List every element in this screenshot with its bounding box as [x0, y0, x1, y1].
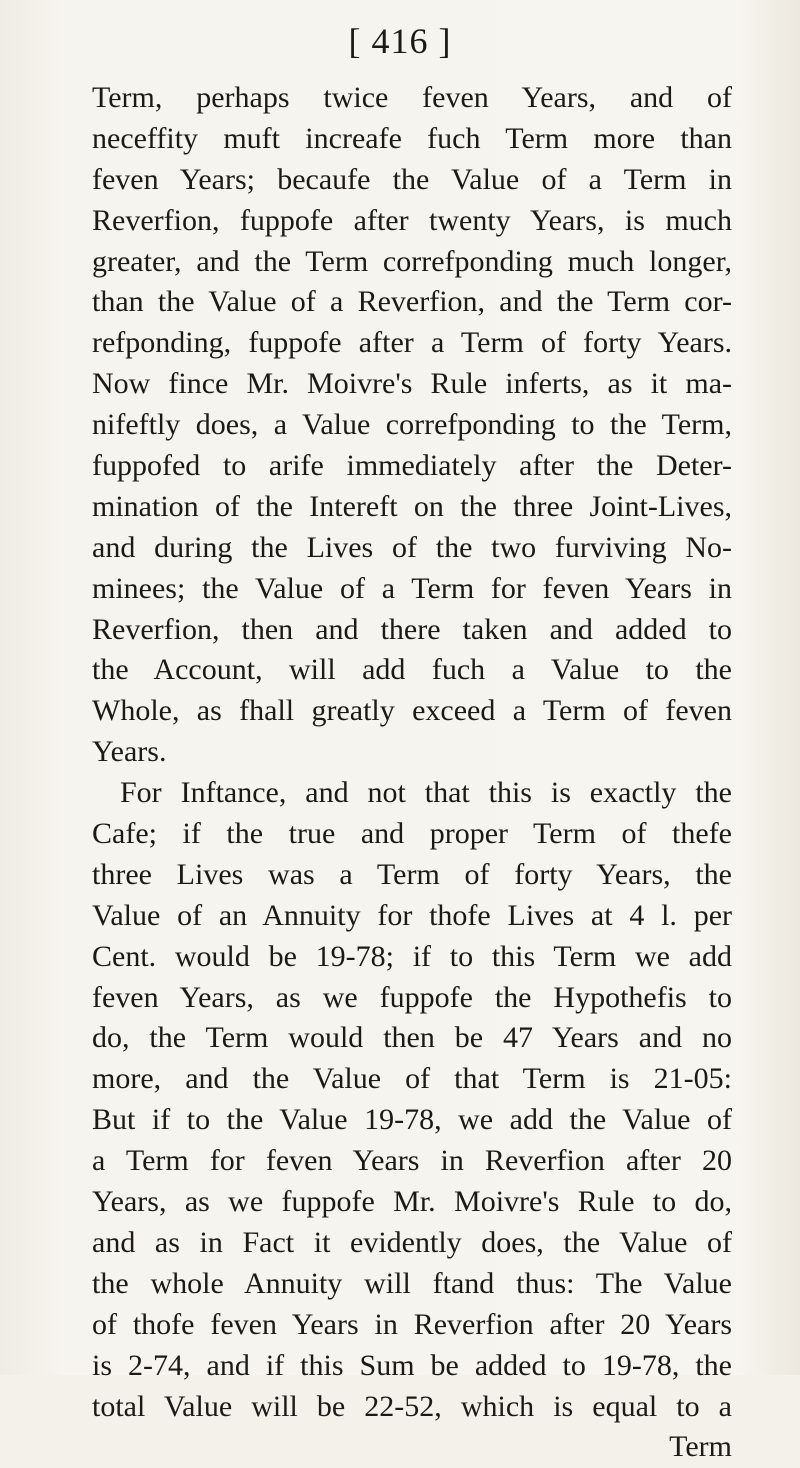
text-line: Years, as we fuppofe Mr. Moivre's Rule to do,: [92, 1185, 732, 1219]
text-line: minees; the Value of a Term for feven Years in: [92, 571, 732, 605]
text-line: three Lives was a Term of forty Years, the: [92, 857, 732, 891]
text-line: feven Years, as we fuppofe the Hypothefis to: [92, 980, 732, 1014]
catchword: Term: [669, 1430, 732, 1464]
page-number: [ 416 ]: [348, 21, 452, 61]
text-line: of thofe feven Years in Reverfion after 20 Years: [92, 1307, 732, 1341]
text-line: greater, and the Term correfponding much longer,: [92, 244, 732, 278]
text-line: For Inftance, and not that this is exactly the: [120, 776, 732, 810]
text-line: Value of an Annuity for thofe Lives at 4 l. per: [92, 898, 732, 932]
text-line: refponding, fuppofe after a Term of forty Years.: [92, 326, 732, 360]
text-line: a Term for feven Years in Reverfion after 20: [92, 1144, 732, 1178]
text-line: total Value will be 22-52, which is equal to a: [92, 1389, 732, 1423]
text-line: Years.: [92, 735, 167, 769]
text-line: more, and the Value of that Term is 21-05:: [92, 1062, 732, 1096]
text-line: than the Value of a Reverfion, and the Term cor-: [92, 285, 732, 319]
body-text: [92, 78, 732, 1468]
text-line: feven Years; becaufe the Value of a Term in: [92, 162, 732, 196]
text-line: do, the Term would then be 47 Years and no: [92, 1021, 732, 1055]
text-line: But if to the Value 19-78, we add the Value of: [92, 1103, 732, 1137]
text-line: Term, perhaps twice feven Years, and of: [92, 81, 732, 114]
text-line: Cent. would be 19-78; if to this Term we add: [92, 939, 732, 973]
text-line: fuppofed to arife immediately after the Deter-: [92, 449, 732, 483]
text-line: the Account, will add fuch a Value to the: [92, 653, 732, 687]
text-line: and as in Fact it evidently does, the Value of: [92, 1225, 732, 1259]
text-line: the whole Annuity will ftand thus: The Value: [92, 1266, 732, 1300]
text-line: mination of the Intereft on the three Joint-Lives,: [92, 489, 732, 523]
text-line: Cafe; if the true and proper Term of thefe: [92, 817, 732, 851]
text-line: Whole, as fhall greatly exceed a Term of feven: [92, 694, 732, 728]
text-line: neceffity muft increafe fuch Term more than: [92, 121, 732, 155]
text-line: Now fince Mr. Moivre's Rule inferts, as it ma-: [92, 367, 732, 401]
text-line: nifeftly does, a Value correfponding to the Term,: [92, 408, 732, 442]
text-line: and during the Lives of the two furviving No-: [92, 530, 732, 564]
text-line: is 2-74, and if this Sum be added to 19-78, the: [92, 1348, 732, 1382]
text-line: Reverfion, then and there taken and added to: [92, 612, 732, 646]
text-line: Reverfion, fuppofe after twenty Years, is much: [92, 203, 732, 237]
